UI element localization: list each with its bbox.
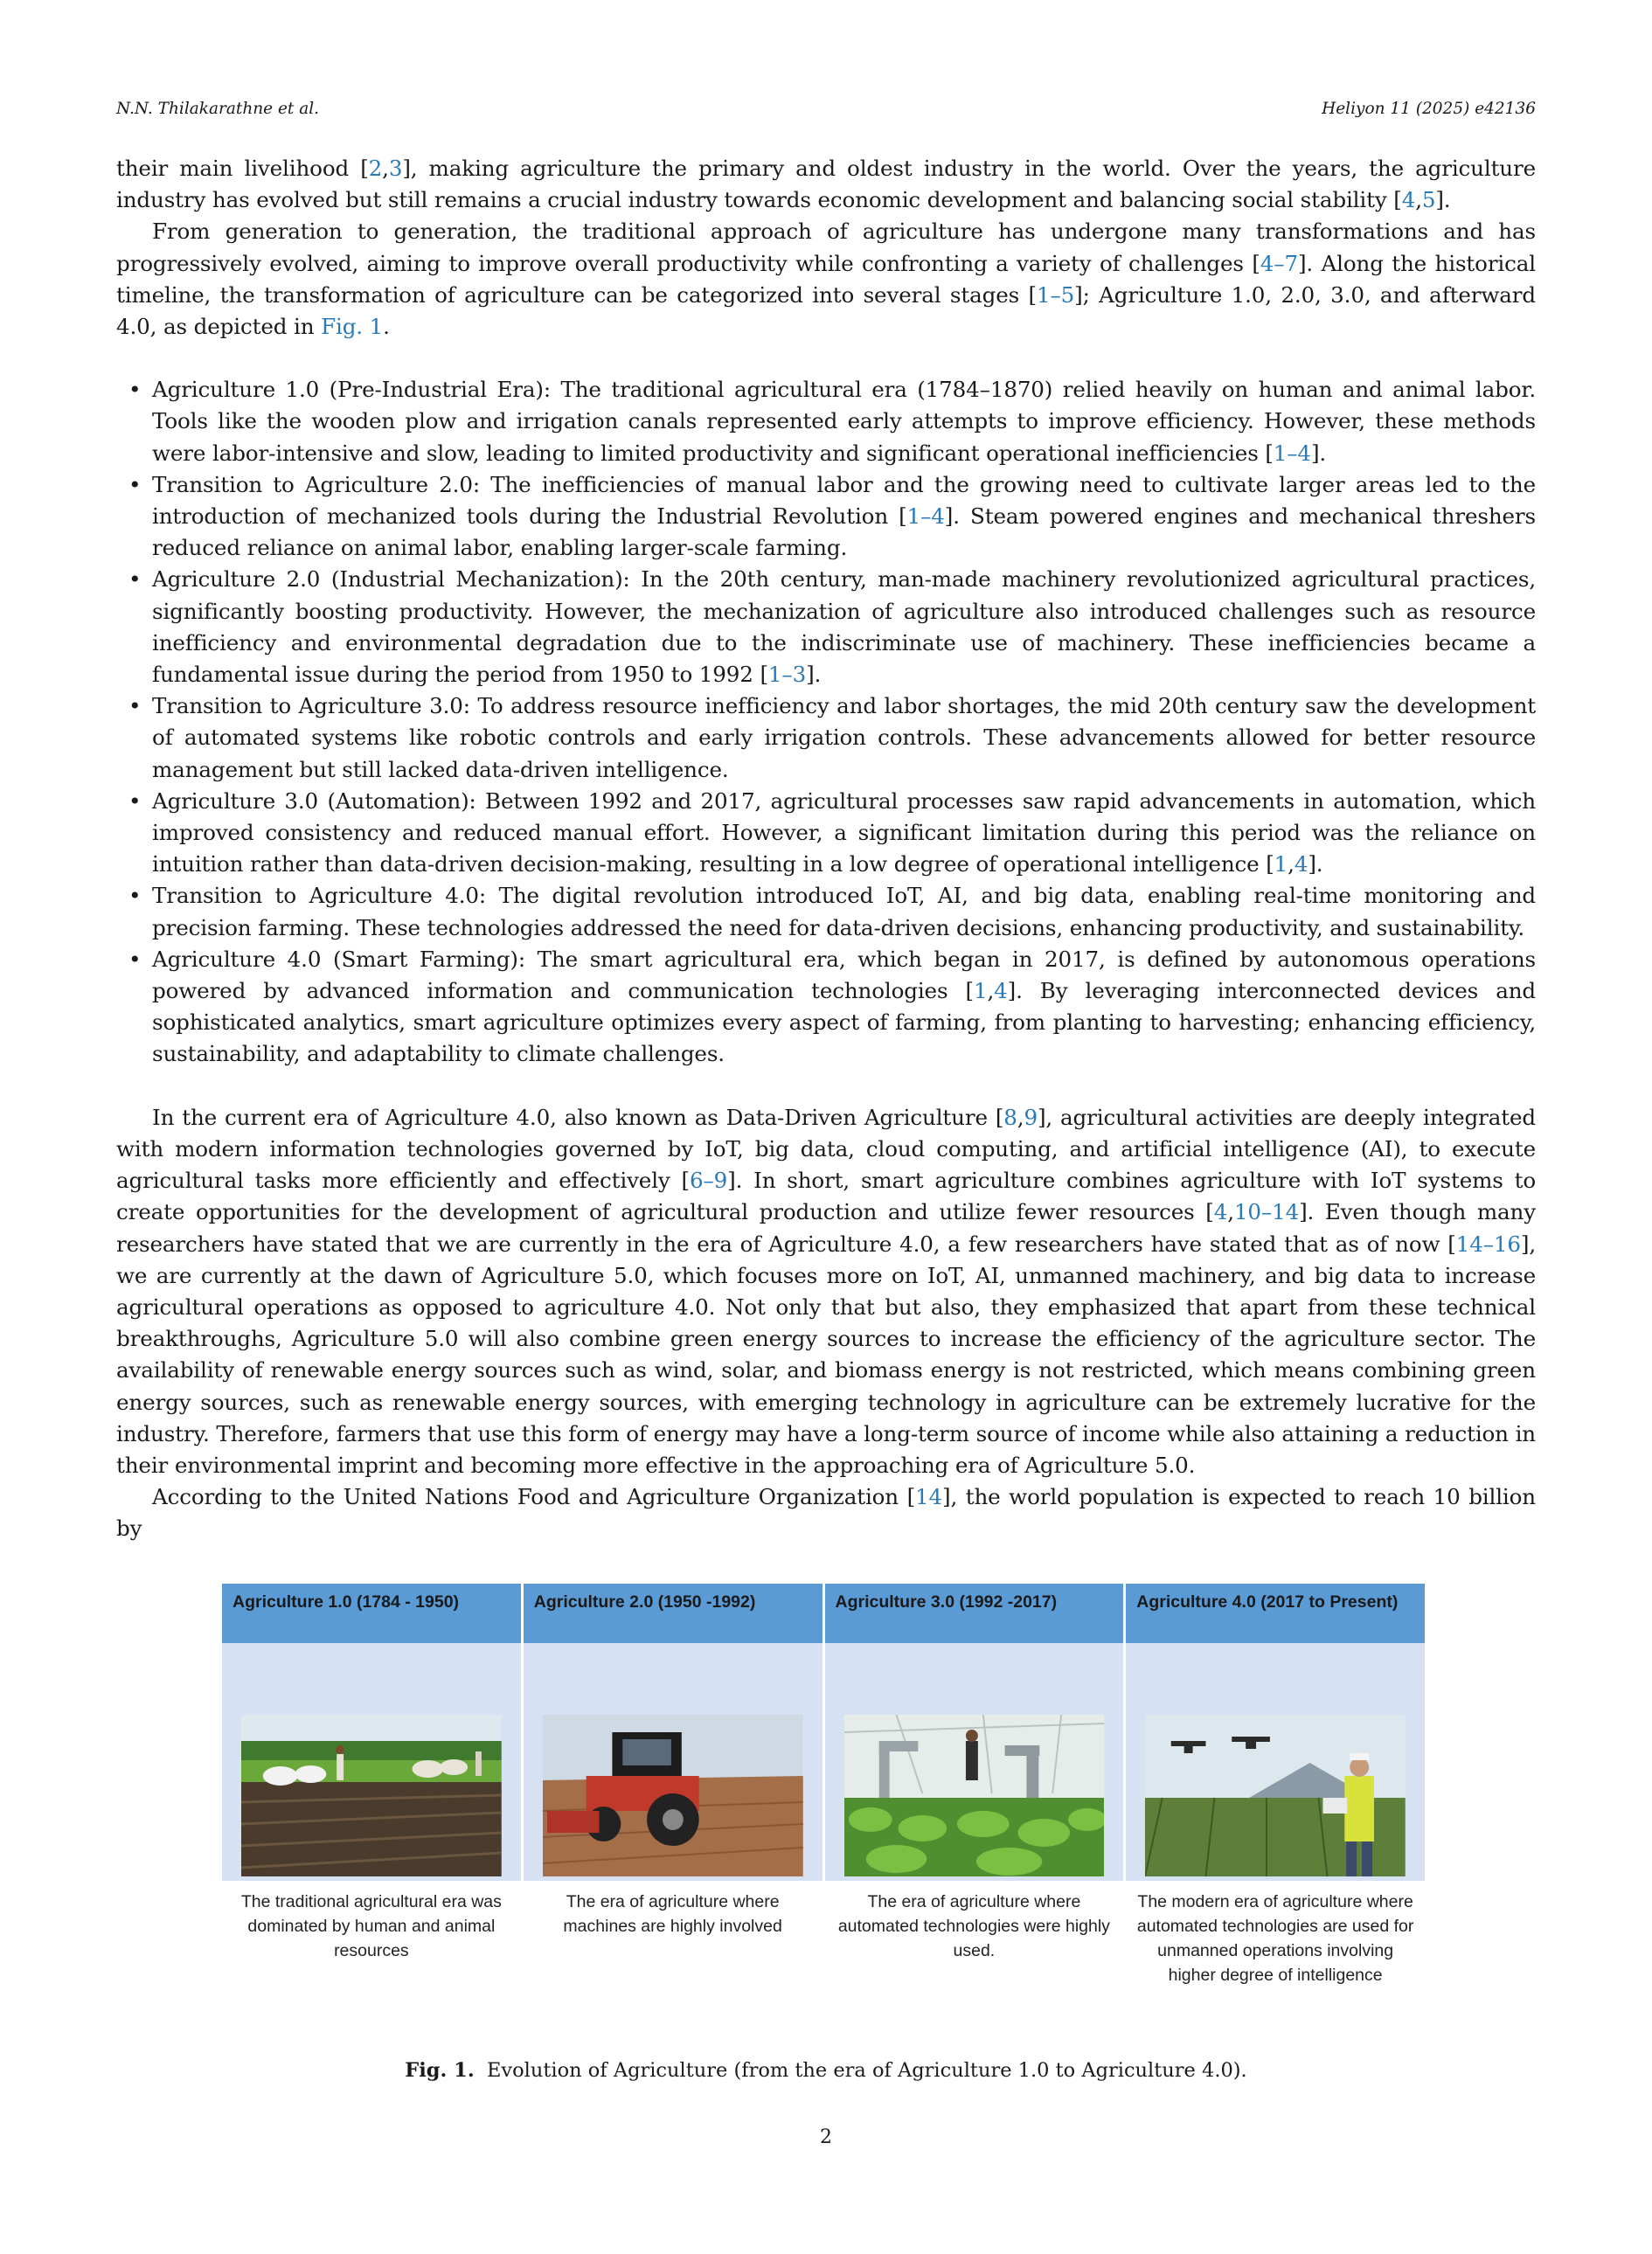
list-item: • Agriculture 2.0 (Industrial Mechanization): In the 20th century, man-made machinery revolutionized agricultural practices, significantly boosting productivity. However, the mechanization of agriculture also introduced challenges such as resource inefficiency and environmental degradation due to the indiscriminate use of machinery. These inefficiencies became a fundamental issue during the period from 1950 to 1992 [1–3]. [116, 564, 1536, 690]
citation-link[interactable]: 9 [1024, 1104, 1038, 1130]
panel-title: Agriculture 4.0 (2017 to Present) [1126, 1584, 1425, 1643]
panel-description: The modern era of agriculture where automated technologies are used for unmanned operations involving higher degree of intelligence [1126, 1881, 1425, 2029]
tractor-photo [543, 1715, 803, 1876]
agriculture-stages-list [116, 374, 1536, 1070]
panel-description: The era of agriculture where automated technologies were highly used. [825, 1881, 1124, 2029]
citation-link[interactable]: 10–14 [1233, 1199, 1300, 1225]
list-item: • Agriculture 4.0 (Smart Farming): The smart agricultural era, which began in 2017, is defined by autonomous operations powered by advanced information and communication technologies [1,4]. By leveraging interconnected devices and sophisticated analytics, smart agriculture optimizes every aspect of farming, from planting to harvesting; enhancing efficiency, sustainability, and adaptability to climate challenges. [116, 944, 1536, 1071]
panel-title: Agriculture 2.0 (1950 -1992) [524, 1584, 823, 1643]
page-number: 2 [820, 2126, 832, 2148]
list-item: • Transition to Agriculture 4.0: The digital revolution introduced IoT, AI, and big data, enabling real-time monitoring and precision farming. These technologies addressed the need for data-driven decisions, enhancing productivity, and sustainability. [116, 880, 1536, 943]
figure-caption [0, 2059, 1652, 2082]
citation-link[interactable]: 3 [388, 156, 403, 181]
header-journal: Heliyon 11 (2025) e42136 [1322, 100, 1536, 118]
citation-link[interactable]: 1–5 [1036, 281, 1075, 308]
citation-link[interactable]: 1–4 [906, 503, 945, 530]
caption-label: Fig. 1. [405, 2059, 475, 2082]
paragraph-4: According to the United Nations Food and Agriculture Organization [14], the world population is expected to reach 10 billion by [116, 1484, 1536, 1542]
panel-title: Agriculture 1.0 (1784 - 1950) [222, 1584, 521, 1643]
citation-link[interactable]: 4 [1213, 1199, 1228, 1225]
panel-description: The era of agriculture where machines are highly involved [524, 1881, 823, 2029]
citation-link[interactable]: 14 [915, 1484, 943, 1510]
ox-plowing-photo [241, 1715, 502, 1876]
drone-farming-photo [1145, 1715, 1406, 1876]
paragraph-3: In the current era of Agriculture 4.0, also known as Data-Driven Agriculture [8,9], agricultural activities are deeply integrated with modern information technologies governed by IoT, big data, cloud computing, and artificial intelligence (AI), to execute agricultural tasks more efficiently and effectively [6–9]. In short, smart agriculture combines agriculture with IoT systems to create opportunities for the development of agricultural production and utilize fewer resources [4,10–14]. Even though many researchers have stated that we are currently in the era of Agriculture 4.0, a few researchers have stated that as of now [14–16], we are currently at the dawn of Agriculture 5.0, which focuses more on IoT, AI, unmanned machinery, and big data to increase agricultural operations as opposed to agriculture 4.0. Not only that but also, they emphasized that apart from these technical breakthroughs, Agriculture 5.0 will also combine green energy sources to increase the efficiency of the agriculture sector. The availability of renewable energy sources such as wind, solar, and biomass energy is not restricted, which means combining green energy sources, such as renewable energy sources, with emerging technology in agriculture can be extremely lucrative for the industry. Therefore, farmers that use this form of energy may have a long-term source of income while also attaining a reduction in their environmental imprint and becoming more effective in the approaching era of Agriculture 5.0. [116, 1104, 1536, 1478]
citation-link[interactable]: 4–7 [1260, 250, 1298, 276]
citation-link[interactable]: 1–3 [767, 662, 807, 688]
article-body [116, 153, 1536, 1545]
list-item: • Agriculture 3.0 (Automation): Between 1992 and 2017, agricultural processes saw rapid advancements in automation, which improved consistency and reduced manual effort. However, a significant limitation during this period was the reliance on intuition rather than data-driven decision-making, resulting in a low degree of operational intelligence [1,4]. [116, 786, 1536, 881]
robotic-greenhouse-photo [844, 1715, 1105, 1876]
citation-link[interactable]: 14–16 [1455, 1231, 1521, 1257]
panel-description: The traditional agricultural era was dominated by human and animal resources [222, 1881, 521, 2029]
list-item: • Transition to Agriculture 3.0: To address resource inefficiency and labor shortages, the mid 20th century saw the development of automated systems like robotic controls and early irrigation controls. These advancements allowed for better resource management but still lacked data-driven intelligence. [116, 690, 1536, 786]
figure-panel-agriculture-3 [825, 1584, 1124, 2029]
running-header [116, 100, 1536, 118]
list-item: • Agriculture 1.0 (Pre-Industrial Era): The traditional agricultural era (1784–1870) relied heavily on human and animal labor. Tools like the wooden plow and irrigation canals represented early attempts to improve efficiency. However, these methods were labor-intensive and slow, leading to limited productivity and significant operational inefficiencies [1–4]. [116, 374, 1536, 469]
figure-link[interactable]: Fig. 1 [321, 314, 384, 340]
citation-link[interactable]: 6–9 [690, 1168, 728, 1194]
paragraph-2: From generation to generation, the traditional approach of agriculture has undergone many transformations and has progressively evolved, aiming to improve overall productivity while confronting a variety of challenges [4–7]. Along the historical timeline, the transformation of agriculture can be categorized into several stages [1–5]; Agriculture 1.0, 2.0, 3.0, and afterward 4.0, as depicted in Fig. 1. [116, 218, 1537, 340]
figure-panel-agriculture-1 [222, 1584, 521, 2029]
caption-text: Evolution of Agriculture (from the era of Agriculture 1.0 to Agriculture 4.0). [487, 2059, 1247, 2082]
citation-link[interactable]: 4 [1401, 187, 1416, 213]
citation-link[interactable]: 1 [1274, 851, 1288, 877]
citation-link[interactable]: 8 [1003, 1104, 1017, 1130]
header-authors: N.N. Thilakarathne et al. [116, 100, 320, 118]
list-item: • Transition to Agriculture 2.0: The inefficiencies of manual labor and the growing need to cultivate larger areas led to the introduction of mechanized tools during the Industrial Revolution [1–4]. Steam powered engines and mechanical threshers reduced reliance on animal labor, enabling larger-scale farming. [116, 469, 1536, 565]
paragraph-1: their main livelihood [2,3], making agriculture the primary and oldest industry in the world. Over the years, the agriculture industry has evolved but still remains a crucial industry towards economic development and balancing social stability [4,5]. [116, 156, 1537, 213]
figure-panel-agriculture-4 [1126, 1584, 1425, 2029]
citation-link[interactable]: 2 [368, 156, 383, 181]
figure-panel-agriculture-2 [524, 1584, 823, 2029]
panel-title: Agriculture 3.0 (1992 -2017) [825, 1584, 1124, 1643]
citation-link[interactable]: 1 [973, 978, 988, 1004]
citation-link[interactable]: 4 [1294, 851, 1308, 877]
citation-link[interactable]: 4 [994, 978, 1008, 1004]
figure-agriculture-evolution [222, 1584, 1425, 2029]
citation-link[interactable]: 1–4 [1273, 440, 1311, 466]
citation-link[interactable]: 5 [1421, 187, 1436, 213]
